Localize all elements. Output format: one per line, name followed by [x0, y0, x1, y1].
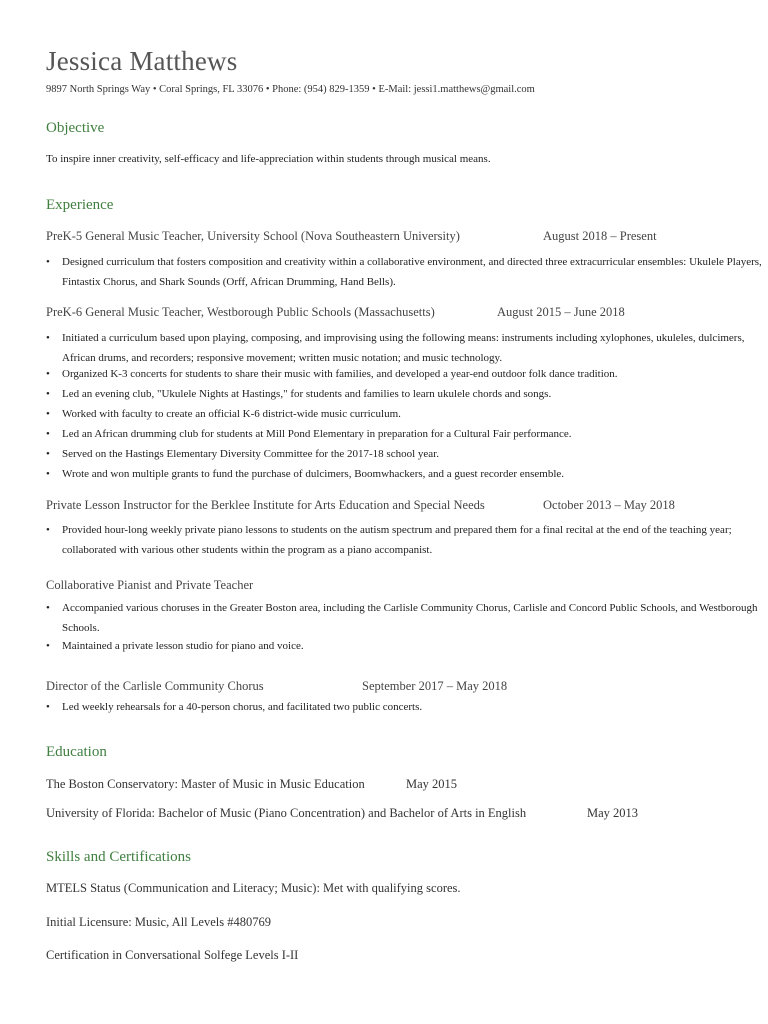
bullet-icon: • — [46, 524, 50, 536]
education-item: The Boston Conservatory: Master of Music in Music Education — [46, 777, 365, 791]
bullet-icon: • — [46, 332, 50, 344]
skill-item: MTELS Status (Communication and Literacy; Music): Met with qualifying scores. — [46, 881, 461, 895]
job-title: Private Lesson Instructor for the Berklee Institute for Arts Education and Special Needs — [46, 498, 485, 512]
education-item: University of Florida: Bachelor of Music (Piano Concentration) and Bachelor of Arts in English — [46, 806, 527, 820]
skills-heading: Skills and Certifications — [46, 849, 191, 865]
skill-item: Initial Licensure: Music, All Levels #480769 — [46, 915, 271, 929]
job-date: September 2017 – May 2018 — [362, 679, 508, 693]
candidate-name: Jessica Matthews — [46, 46, 238, 76]
contact-line: 9897 North Springs Way • Coral Springs, FL 33076 • Phone: (954) 829-1359 • E-Mail: jessi1.matthews@gmail.com — [46, 84, 535, 95]
education-heading: Education — [46, 744, 107, 760]
resume-page: Jessica Matthews 9897 North Springs Way • Coral Springs, FL 33076 • Phone: (954) 829-1359 • E-Mail: jessi1.matthews@gmail.com Objective To inspire inner creativity, self-efficacy and life-appreciation within students through musical means. Experience PreK-5 General Music Teacher, University School (Nova Southeastern University) August 2018 – Present • Designed curriculum that fosters composition and creativity within a collaborative environment, and directed three extracurricular ensembles: Ukulele Players, Fintastix Chorus, and Shark Sounds (Orff, African Drumming, Hand Bells). PreK-6 General Music Teacher, Westborough Public Schools (Massachusetts) August 2015 – June 2018 • Initiated a curriculum based upon playing, composing, and improvising using the following means: instruments including xylophones, ukuleles, dulcimers, African drums, and recorders; responsive movement; written music notation; and music technology. • Organized K-3 concerts for students to share their music with families, and developed a year-end outdoor folk dance tradition. • Led an evening club, "Ukulele Nights at Hastings," for students and families to learn ukulele chords and songs. • Worked with faculty to create an official K-6 district-wide music curriculum. • Led an African drumming club for students at Mill Pond Elementary in preparation for a Cultural Fair performance. • Served on the Hastings Elementary Diversity Committee for the 2017-18 school year. • Wrote and won multiple grants to fund the purchase of dulcimers, Boomwhackers, and a guest recorder ensemble. Private Lesson Instructor for the Berklee Institute for Arts Education and Special Needs October 2013 – May 2018 • Provided hour-long weekly private piano lessons to students on the autism spectrum and prepared them for a final recital at the end of the teaching year; collaborated with various other students within the program as a piano accompanist. Collaborative Pianist and Private Teacher • Accompanied various choruses in the Greater Boston area, including the Carlisle Community Chorus, Carlisle and Concord Public Schools, and Westborough Schools. • Maintained a private lesson studio for piano and voice. Director of the Carlisle Community Chorus September 2017 – May 2018 • Led weekly rehearsals for a 40-person chorus, and facilitated two public concerts. Education The Boston Conservatory: Master of Music in Music Education May 2015 University of Florida: Bachelor of Music (Piano Concentration) and Bachelor of Arts in English May 2013 Skills and Certifications MTELS Status (Communication and Literacy; Music): Met with qualifying scores. Initial Licensure: Music, All Levels #480769 Certification in Conversational Solfege Levels I-II — [46, 46, 762, 962]
bullet-icon: • — [46, 602, 50, 614]
job-title: Director of the Carlisle Community Chorus — [46, 679, 264, 693]
bullet-icon: • — [46, 388, 50, 400]
bullet-icon: • — [46, 448, 50, 460]
objective-heading: Objective — [46, 120, 105, 136]
bullet-icon: • — [46, 701, 50, 713]
job-title: PreK-6 General Music Teacher, Westborough Public Schools (Massachusetts) — [46, 305, 435, 319]
job-title: Collaborative Pianist and Private Teacher — [46, 578, 254, 592]
education-date: May 2013 — [587, 806, 639, 820]
job-date: October 2013 – May 2018 — [543, 498, 675, 512]
bullet-icon: • — [46, 408, 50, 420]
bullet-icon: • — [46, 368, 50, 380]
bullet-icon: • — [46, 640, 50, 652]
bullet-icon: • — [46, 428, 50, 440]
experience-heading: Experience — [46, 197, 114, 213]
job-date: August 2018 – Present — [543, 229, 657, 243]
education-date: May 2015 — [406, 777, 458, 791]
bullet-icon: • — [46, 468, 50, 480]
job-title: PreK-5 General Music Teacher, University School (Nova Southeastern University) — [46, 229, 460, 243]
bullet-icon: • — [46, 256, 50, 268]
objective-text: To inspire inner creativity, self-efficacy and life-appreciation within students through musical means. — [46, 153, 491, 165]
skill-item: Certification in Conversational Solfege Levels I-II — [46, 948, 299, 962]
job-date: August 2015 – June 2018 — [497, 305, 625, 319]
